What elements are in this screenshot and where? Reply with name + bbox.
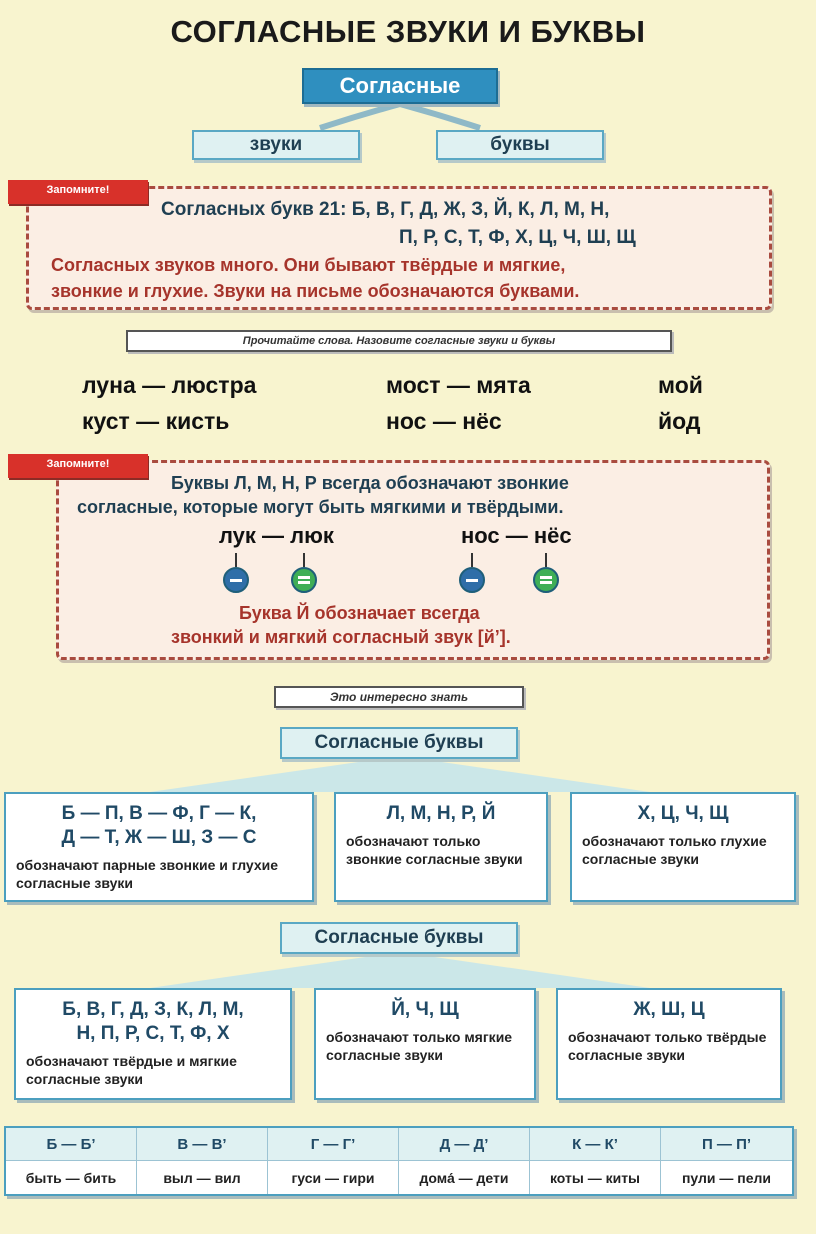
root-consonants-box: Согласные: [302, 68, 498, 104]
group2-fan: [0, 952, 816, 988]
card-letters: Й, Ч, Щ: [391, 999, 459, 1020]
hard-marker-2: [459, 553, 485, 593]
card-description: обозначают только звонкие согласные звуки: [346, 833, 523, 867]
remember-box-1: [26, 186, 772, 310]
card-letters-2: Н, П, Р, С, Т, Ф, Х: [76, 1023, 230, 1044]
pair-example: гуси — гири: [268, 1161, 399, 1194]
arrow-right: [400, 104, 480, 128]
card-description: обозначают только мягкие согласные звуки: [326, 1029, 513, 1063]
card-letters: Б, В, Г, Д, З, К, Л, М,: [62, 999, 244, 1020]
interesting-label: Это интересно знать: [274, 686, 524, 708]
word-pair: нос — нёс: [386, 408, 502, 434]
pair-letters: В — В’: [137, 1128, 268, 1161]
pair-example: пули — пели: [681, 1169, 772, 1186]
hard-sound-icon: [459, 567, 485, 593]
group2-header: Согласные буквы: [280, 922, 518, 954]
hard-marker-1: [223, 553, 249, 593]
pair-letters: Г — Г’: [268, 1128, 399, 1161]
group1-card-voiced: [334, 792, 548, 902]
word-pair: луна — люстра: [82, 372, 257, 398]
pair-letters: К — К’: [530, 1128, 661, 1161]
exercise-instruction: Прочитайте слова. Назовите согласные звуки и буквы: [126, 330, 672, 352]
group1-card-paired: [4, 792, 314, 902]
card-letters: Л, М, Н, Р, Й: [386, 803, 496, 824]
hard-sound-icon: [223, 567, 249, 593]
group1-card-voiceless: [570, 792, 796, 902]
card-description: обозначают только твёрдые согласные звуки: [568, 1029, 767, 1063]
consonant-letters-line-2: П, Р, С, Т, Ф, Х, Ц, Ч, Ш, Щ: [399, 227, 636, 248]
example-luk-lyuk: лук — люк: [219, 523, 334, 548]
card-letters: Ж, Ш, Ц: [633, 999, 705, 1020]
pair-example: дома́ — дети: [399, 1161, 530, 1194]
soft-sound-icon: [291, 567, 317, 593]
letters-box: буквы: [436, 130, 604, 160]
pairs-table: [4, 1126, 794, 1196]
card-letters: Х, Ц, Ч, Щ: [637, 803, 729, 824]
word-pair: мост — мята: [386, 372, 531, 398]
fan-shape: [150, 952, 650, 988]
arrow-left: [320, 104, 400, 128]
pair-letters: Б — Б’: [6, 1128, 137, 1161]
consonant-letters-line: Согласных букв 21: Б, В, Г, Д, Ж, З, Й, К, Л, М, Н,: [161, 199, 610, 220]
group2-card-soft-only: [314, 988, 536, 1100]
group2-card-hard-soft: [14, 988, 292, 1100]
group1-fan: [0, 756, 816, 792]
sounds-info-line-2: звонкие и глухие. Звуки на письме обозначаются буквами.: [51, 281, 580, 301]
y-rule-line-2: звонкий и мягкий согласный звук [й’].: [171, 627, 511, 647]
pair-example: выл — вил: [137, 1161, 268, 1194]
remember-tag-2: Запомните!: [8, 454, 148, 478]
pair-example: быть — бить: [6, 1161, 137, 1194]
remember-tag-1: Запомните!: [8, 180, 148, 204]
soft-marker-1: [291, 553, 317, 593]
card-description: обозначают парные звонкие и глухие согласные звуки: [16, 857, 279, 891]
card-letters-2: Д — Т, Ж — Ш, З — С: [61, 827, 257, 848]
sounds-box: звуки: [192, 130, 360, 160]
pair-letters: Д — Д’: [399, 1128, 530, 1161]
y-rule-line-1: Буква Й обозначает всегда: [239, 603, 480, 623]
group1-header: Согласные буквы: [280, 727, 518, 759]
remember-box-2: [56, 460, 770, 660]
pair-example: коты — киты: [530, 1161, 661, 1194]
sounds-info-line-1: Согласных звуков много. Они бывают твёрдые и мягкие,: [51, 255, 566, 275]
group2-card-hard-only: [556, 988, 782, 1100]
card-description: обозначают только глухие согласные звуки: [582, 833, 767, 867]
word-single: мой: [658, 372, 703, 398]
pair-letters: П — П’: [661, 1128, 792, 1161]
lmnr-rule-line-1: Буквы Л, М, Н, Р всегда обозначают звонкие: [171, 473, 569, 493]
word-single: йод: [658, 408, 701, 434]
example-nos-nyos: нос — нёс: [461, 523, 572, 548]
page-title: СОГЛАСНЫЕ ЗВУКИ И БУКВЫ: [170, 14, 646, 49]
card-description: обозначают твёрдые и мягкие согласные звуки: [26, 1053, 237, 1087]
soft-marker-2: [533, 553, 559, 593]
fan-shape: [150, 756, 650, 792]
soft-sound-icon: [533, 567, 559, 593]
word-pair: куст — кисть: [82, 408, 230, 434]
card-letters: Б — П, В — Ф, Г — К,: [61, 803, 257, 824]
lmnr-rule-line-2: согласные, которые могут быть мягкими и твёрдыми.: [77, 497, 564, 517]
